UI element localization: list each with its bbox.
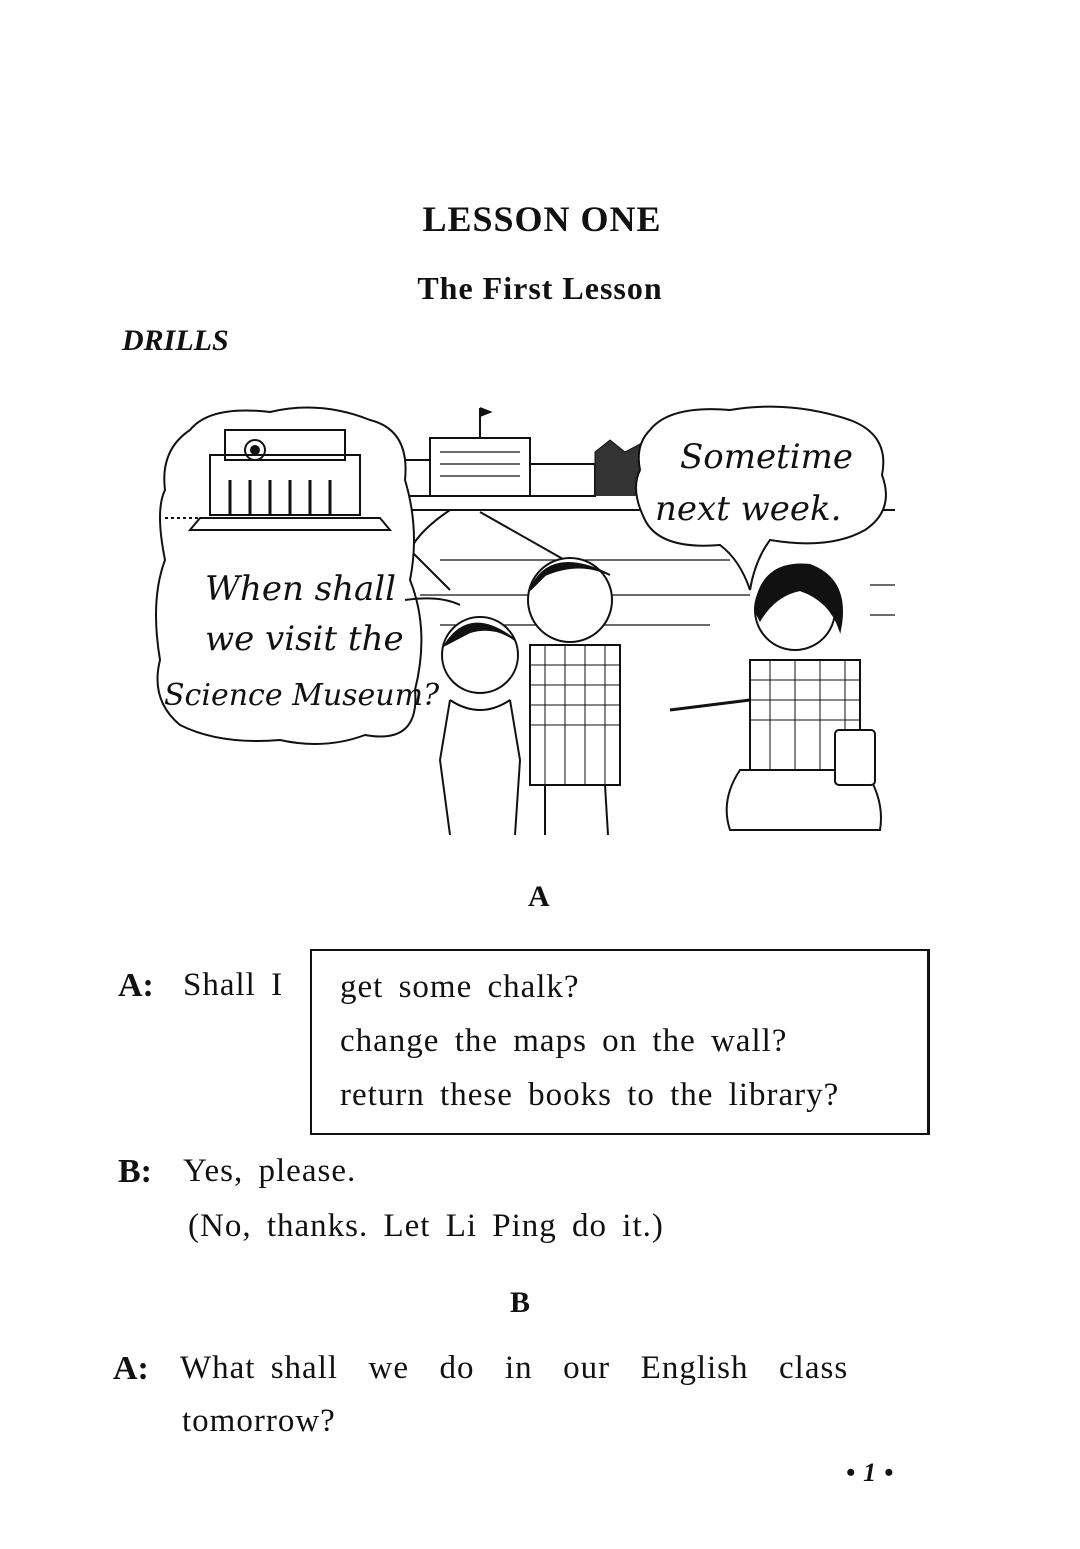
- right-bubble-line-1: Sometime: [680, 437, 854, 477]
- drill-b-label: B: [510, 1286, 531, 1319]
- speaker-a-label: A:: [113, 1350, 149, 1387]
- drill-a-label: A: [528, 880, 550, 913]
- right-bubble-line-2: next week.: [655, 489, 842, 529]
- left-bubble-line-2: we visit the: [205, 619, 404, 659]
- option-line: get some chalk?: [340, 969, 580, 1005]
- option-line: return these books to the library?: [340, 1077, 840, 1113]
- alternative-reply-line: (No, thanks. Let Li Ping do it.): [188, 1208, 664, 1244]
- left-bubble-line-1: When shall: [205, 569, 397, 609]
- page-number: •1•: [846, 1458, 902, 1487]
- substitution-box: [310, 949, 930, 1135]
- lesson-subtitle: The First Lesson: [417, 270, 663, 306]
- left-bubble-line-3: Science Museum?: [164, 678, 440, 713]
- option-line: change the maps on the wall?: [340, 1023, 788, 1059]
- speaker-b-label: B:: [118, 1153, 152, 1190]
- drill-a-prompt: Shall I: [183, 967, 284, 1003]
- speaker-a-label: A:: [118, 967, 154, 1004]
- reply-line: Yes, please.: [183, 1153, 357, 1189]
- classroom-illustration: [150, 400, 895, 840]
- question-line: tomorrow?: [182, 1403, 336, 1439]
- section-heading-drills: DRILLS: [122, 324, 229, 357]
- lesson-title: LESSON ONE: [422, 199, 662, 239]
- question-line: What shall we do in our English class: [180, 1350, 849, 1386]
